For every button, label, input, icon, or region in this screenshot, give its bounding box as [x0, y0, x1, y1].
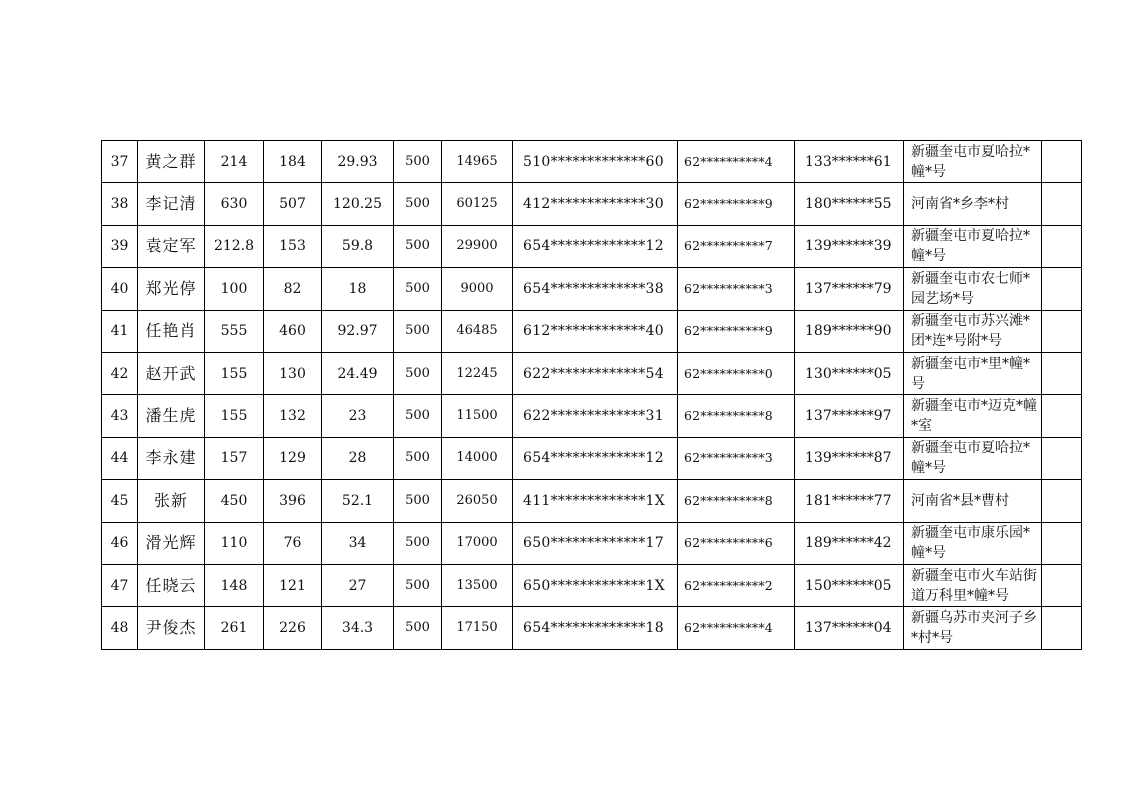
- amount-cell: 14965: [442, 141, 513, 183]
- address-cell: 新疆奎屯市*迈克*幢*室: [904, 395, 1042, 437]
- value-1-cell: 155: [205, 352, 264, 394]
- table-body: [102, 141, 1082, 650]
- row-number-cell: 47: [102, 564, 138, 606]
- phone-cell: 189******90: [795, 310, 904, 352]
- name-cell: 张新: [138, 480, 205, 522]
- bank-account-cell: 62**********6: [678, 522, 795, 564]
- row-number-cell: 45: [102, 480, 138, 522]
- value-2-cell: 121: [264, 564, 322, 606]
- phone-cell: 180******55: [795, 183, 904, 225]
- rate-cell: 500: [394, 225, 442, 267]
- value-2-cell: 396: [264, 480, 322, 522]
- rate-cell: 500: [394, 437, 442, 479]
- value-1-cell: 100: [205, 268, 264, 310]
- rate-cell: 500: [394, 522, 442, 564]
- row-number-cell: 39: [102, 225, 138, 267]
- table-row: [102, 268, 1082, 310]
- id-number-cell: 510*************60: [513, 141, 678, 183]
- note-cell: [1042, 564, 1082, 606]
- table-row: [102, 141, 1082, 183]
- id-number-cell: 622*************31: [513, 395, 678, 437]
- address-cell: 新疆奎屯市夏哈拉*幢*号: [904, 141, 1042, 183]
- value-3-cell: 29.93: [322, 141, 394, 183]
- rate-cell: 500: [394, 564, 442, 606]
- note-cell: [1042, 141, 1082, 183]
- name-cell: 李记清: [138, 183, 205, 225]
- table-row: [102, 183, 1082, 225]
- bank-account-cell: 62**********0: [678, 352, 795, 394]
- row-number-cell: 43: [102, 395, 138, 437]
- note-cell: [1042, 480, 1082, 522]
- note-cell: [1042, 607, 1082, 649]
- value-1-cell: 450: [205, 480, 264, 522]
- bank-account-cell: 62**********7: [678, 225, 795, 267]
- amount-cell: 29900: [442, 225, 513, 267]
- address-cell: 河南省*乡李*村: [904, 183, 1042, 225]
- row-number-cell: 37: [102, 141, 138, 183]
- value-1-cell: 148: [205, 564, 264, 606]
- value-2-cell: 460: [264, 310, 322, 352]
- row-number-cell: 42: [102, 352, 138, 394]
- row-number-cell: 44: [102, 437, 138, 479]
- id-number-cell: 654*************12: [513, 225, 678, 267]
- id-number-cell: 650*************17: [513, 522, 678, 564]
- value-2-cell: 153: [264, 225, 322, 267]
- value-1-cell: 157: [205, 437, 264, 479]
- id-number-cell: 654*************38: [513, 268, 678, 310]
- name-cell: 任晓云: [138, 564, 205, 606]
- value-1-cell: 110: [205, 522, 264, 564]
- table-row: [102, 437, 1082, 479]
- value-3-cell: 28: [322, 437, 394, 479]
- value-2-cell: 226: [264, 607, 322, 649]
- bank-account-cell: 62**********8: [678, 395, 795, 437]
- value-1-cell: 214: [205, 141, 264, 183]
- amount-cell: 9000: [442, 268, 513, 310]
- bank-account-cell: 62**********9: [678, 310, 795, 352]
- value-2-cell: 76: [264, 522, 322, 564]
- table-row: [102, 480, 1082, 522]
- address-cell: 河南省*县*曹村: [904, 480, 1042, 522]
- address-cell: 新疆奎屯市农七师*园艺场*号: [904, 268, 1042, 310]
- subsidy-roster-table: [101, 140, 1082, 650]
- bank-account-cell: 62**********3: [678, 268, 795, 310]
- rate-cell: 500: [394, 395, 442, 437]
- value-3-cell: 34.3: [322, 607, 394, 649]
- note-cell: [1042, 522, 1082, 564]
- name-cell: 李永建: [138, 437, 205, 479]
- rate-cell: 500: [394, 607, 442, 649]
- rate-cell: 500: [394, 141, 442, 183]
- amount-cell: 11500: [442, 395, 513, 437]
- name-cell: 尹俊杰: [138, 607, 205, 649]
- value-3-cell: 92.97: [322, 310, 394, 352]
- value-3-cell: 52.1: [322, 480, 394, 522]
- value-2-cell: 184: [264, 141, 322, 183]
- name-cell: 赵开武: [138, 352, 205, 394]
- table-row: [102, 607, 1082, 649]
- name-cell: 滑光辉: [138, 522, 205, 564]
- phone-cell: 133******61: [795, 141, 904, 183]
- table-row: [102, 310, 1082, 352]
- table-row: [102, 225, 1082, 267]
- value-1-cell: 155: [205, 395, 264, 437]
- row-number-cell: 40: [102, 268, 138, 310]
- phone-cell: 139******39: [795, 225, 904, 267]
- table-row: [102, 395, 1082, 437]
- amount-cell: 14000: [442, 437, 513, 479]
- note-cell: [1042, 183, 1082, 225]
- table-row: [102, 352, 1082, 394]
- note-cell: [1042, 310, 1082, 352]
- value-2-cell: 130: [264, 352, 322, 394]
- amount-cell: 46485: [442, 310, 513, 352]
- value-3-cell: 59.8: [322, 225, 394, 267]
- id-number-cell: 411*************1X: [513, 480, 678, 522]
- value-2-cell: 129: [264, 437, 322, 479]
- note-cell: [1042, 268, 1082, 310]
- phone-cell: 137******04: [795, 607, 904, 649]
- table-row: [102, 564, 1082, 606]
- rate-cell: 500: [394, 310, 442, 352]
- name-cell: 袁定军: [138, 225, 205, 267]
- rate-cell: 500: [394, 352, 442, 394]
- phone-cell: 130******05: [795, 352, 904, 394]
- value-1-cell: 555: [205, 310, 264, 352]
- name-cell: 黄之群: [138, 141, 205, 183]
- phone-cell: 150******05: [795, 564, 904, 606]
- phone-cell: 139******87: [795, 437, 904, 479]
- address-cell: 新疆奎屯市苏兴滩*团*连*号附*号: [904, 310, 1042, 352]
- note-cell: [1042, 352, 1082, 394]
- row-number-cell: 46: [102, 522, 138, 564]
- rate-cell: 500: [394, 480, 442, 522]
- bank-account-cell: 62**********2: [678, 564, 795, 606]
- phone-cell: 181******77: [795, 480, 904, 522]
- value-3-cell: 18: [322, 268, 394, 310]
- amount-cell: 26050: [442, 480, 513, 522]
- bank-account-cell: 62**********9: [678, 183, 795, 225]
- value-3-cell: 34: [322, 522, 394, 564]
- name-cell: 潘生虎: [138, 395, 205, 437]
- address-cell: 新疆奎屯市夏哈拉*幢*号: [904, 225, 1042, 267]
- value-2-cell: 507: [264, 183, 322, 225]
- row-number-cell: 48: [102, 607, 138, 649]
- name-cell: 任艳肖: [138, 310, 205, 352]
- bank-account-cell: 62**********4: [678, 141, 795, 183]
- id-number-cell: 650*************1X: [513, 564, 678, 606]
- amount-cell: 12245: [442, 352, 513, 394]
- value-1-cell: 630: [205, 183, 264, 225]
- phone-cell: 137******97: [795, 395, 904, 437]
- id-number-cell: 622*************54: [513, 352, 678, 394]
- address-cell: 新疆奎屯市康乐园*幢*号: [904, 522, 1042, 564]
- address-cell: 新疆奎屯市夏哈拉*幢*号: [904, 437, 1042, 479]
- name-cell: 郑光停: [138, 268, 205, 310]
- id-number-cell: 412*************30: [513, 183, 678, 225]
- value-1-cell: 212.8: [205, 225, 264, 267]
- note-cell: [1042, 437, 1082, 479]
- id-number-cell: 612*************40: [513, 310, 678, 352]
- note-cell: [1042, 395, 1082, 437]
- address-cell: 新疆奎屯市*里*幢*号: [904, 352, 1042, 394]
- phone-cell: 137******79: [795, 268, 904, 310]
- phone-cell: 189******42: [795, 522, 904, 564]
- value-3-cell: 23: [322, 395, 394, 437]
- rate-cell: 500: [394, 268, 442, 310]
- bank-account-cell: 62**********3: [678, 437, 795, 479]
- row-number-cell: 41: [102, 310, 138, 352]
- amount-cell: 60125: [442, 183, 513, 225]
- note-cell: [1042, 225, 1082, 267]
- value-2-cell: 132: [264, 395, 322, 437]
- value-2-cell: 82: [264, 268, 322, 310]
- value-3-cell: 27: [322, 564, 394, 606]
- amount-cell: 17000: [442, 522, 513, 564]
- value-3-cell: 120.25: [322, 183, 394, 225]
- value-1-cell: 261: [205, 607, 264, 649]
- value-3-cell: 24.49: [322, 352, 394, 394]
- bank-account-cell: 62**********4: [678, 607, 795, 649]
- table-row: [102, 522, 1082, 564]
- address-cell: 新疆乌苏市夹河子乡*村*号: [904, 607, 1042, 649]
- amount-cell: 13500: [442, 564, 513, 606]
- amount-cell: 17150: [442, 607, 513, 649]
- address-cell: 新疆奎屯市火车站街道万科里*幢*号: [904, 564, 1042, 606]
- id-number-cell: 654*************18: [513, 607, 678, 649]
- bank-account-cell: 62**********8: [678, 480, 795, 522]
- row-number-cell: 38: [102, 183, 138, 225]
- id-number-cell: 654*************12: [513, 437, 678, 479]
- rate-cell: 500: [394, 183, 442, 225]
